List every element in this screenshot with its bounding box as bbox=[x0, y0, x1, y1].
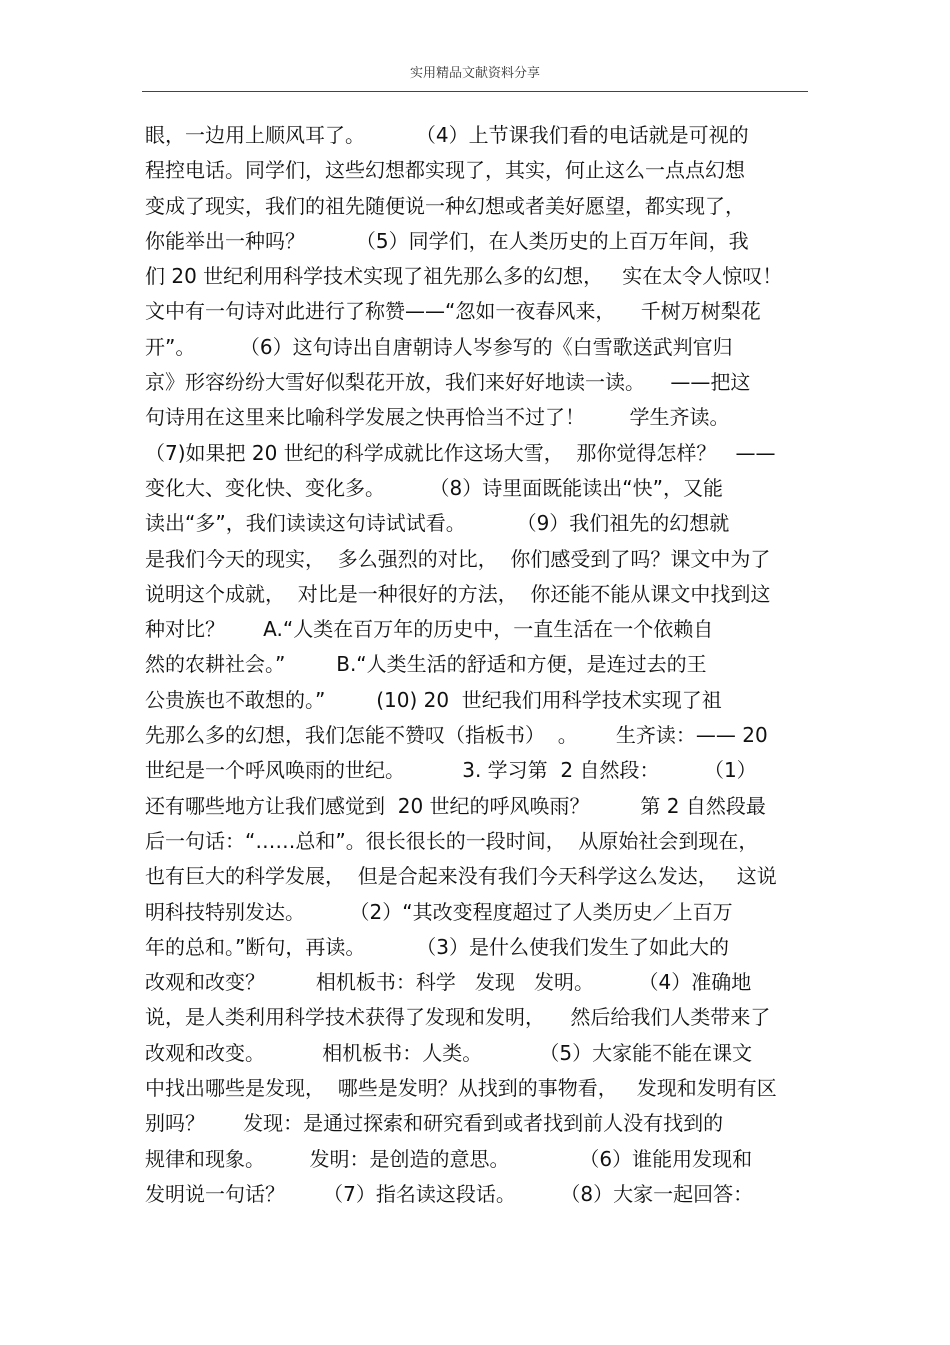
text-line: 变成了现实，我们的祖先随便说一种幻想或者美好愿望，都实现了， bbox=[145, 193, 745, 218]
text-line: 改观和改变？ 相机板书：科学 发现 发明。 （4）准确地 bbox=[145, 970, 752, 995]
text-line: 还有哪些地方让我们感觉到 20 世纪的呼风唤雨？ 第 2 自然段最 bbox=[145, 793, 766, 818]
text-line: 也有巨大的科学发展， 但是合起来没有我们今天科学这么发达， 这说 bbox=[145, 864, 777, 889]
text-line: 说明这个成就， 对比是一种很好的方法， 你还能不能从课文中找到这 bbox=[145, 581, 771, 606]
text-line: 别吗？ 发现：是通过探索和研究看到或者找到前人没有找到的 bbox=[145, 1111, 724, 1136]
page-header: 实用精品文献资料分享 bbox=[409, 66, 540, 81]
text-line: 公贵族也不敢想的。” (10) 20 世纪我们用科学技术实现了祖 bbox=[145, 687, 722, 712]
text-line: 规律和现象。 发明：是创造的意思。 （6）谁能用发现和 bbox=[145, 1146, 753, 1171]
text-line: 种对比？ A.“人类在百万年的历史中，一直生活在一个依赖自 bbox=[145, 617, 714, 642]
text-line: 变化大、变化快、变化多。 （8）诗里面既能读出“快”，又能 bbox=[145, 475, 723, 500]
text-line: 开”。 （6）这句诗出自唐朝诗人岑参写的《白雪歌送武判官归 bbox=[145, 334, 733, 359]
text-line: 文中有一句诗对此进行了称赞——“忽如一夜春风来， 千树万树梨花 bbox=[145, 299, 761, 324]
document-body bbox=[145, 118, 825, 1212]
text-line: 句诗用在这里来比喻科学发展之快再恰当不过了！ 学生齐读。 bbox=[145, 405, 730, 430]
text-line: 眼，一边用上顺风耳了。 （4）上节课我们看的电话就是可视的 bbox=[145, 123, 749, 147]
text-line: 先那么多的幻想，我们怎能不赞叹（指板书） 。 生齐读：—— 20 bbox=[145, 723, 768, 748]
text-line: 是我们今天的现实， 多么强烈的对比， 你们感受到了吗？课文中为了 bbox=[145, 546, 771, 571]
text-line: 京》形容纷纷大雪好似梨花开放，我们来好好地读一读。 ——把这 bbox=[145, 370, 751, 395]
text-line: （7)如果把 20 世纪的科学成就比作这场大雪， 那你觉得怎样？ —— bbox=[145, 440, 776, 465]
text-line: 中找出哪些是发现， 哪些是发明？从找到的事物看， 发现和发明有区 bbox=[145, 1076, 777, 1101]
header-divider bbox=[142, 91, 808, 92]
text-line: 改观和改变。 相机板书：人类。 （5）大家能不能在课文 bbox=[145, 1040, 753, 1065]
text-line: 你能举出一种吗？ （5）同学们，在人类历史的上百万年间，我 bbox=[145, 228, 749, 253]
text-line: 读出“多”，我们读读这句诗试试看。 （9）我们祖先的幻想就 bbox=[145, 511, 730, 536]
text-line: 年的总和。”断句，再读。 （3）是什么使我们发生了如此大的 bbox=[145, 934, 729, 959]
text-line: 们 20 世纪利用科学技术实现了祖先那么多的幻想， 实在太令人惊叹！ bbox=[145, 264, 783, 289]
text-line: 世纪是一个呼风唤雨的世纪。 3. 学习第 2 自然段： （1） bbox=[145, 758, 757, 783]
text-line: 发明说一句话？ （7）指名读这段话。 （8）大家一起回答： bbox=[145, 1181, 754, 1206]
text-line: 程控电话。同学们，这些幻想都实现了，其实，何止这么一点点幻想 bbox=[145, 158, 745, 183]
text-line: 明科技特别发达。 （2）“其改变程度超过了人类历史／上百万 bbox=[145, 899, 733, 924]
text-line: 然的农耕社会。” B.“人类生活的舒适和方便，是连过去的王 bbox=[145, 652, 707, 677]
text-line: 说，是人类利用科学技术获得了发现和发明， 然后给我们人类带来了 bbox=[145, 1005, 771, 1030]
text-line: 后一句话：“……总和”。很长很长的一段时间， 从原始社会到现在， bbox=[145, 828, 759, 853]
